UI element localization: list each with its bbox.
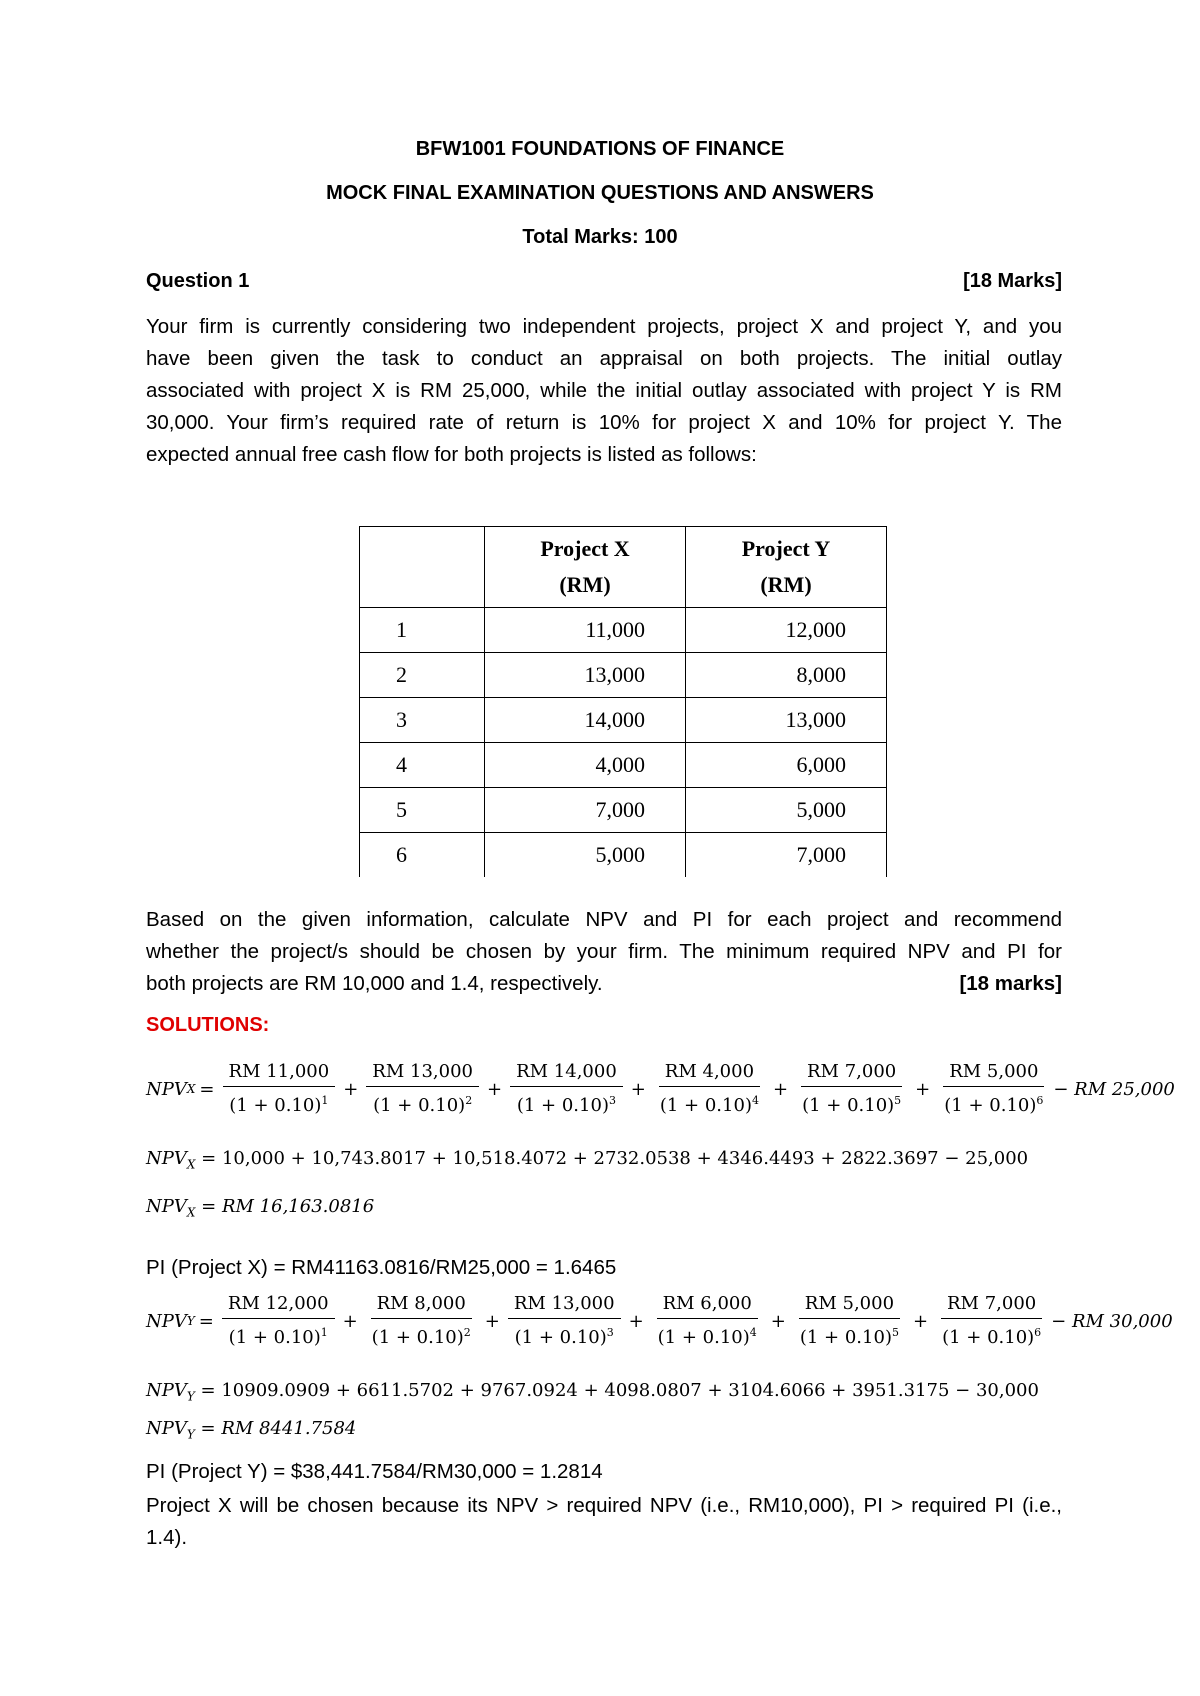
table-row xyxy=(360,743,887,788)
header-text: Project X xyxy=(540,536,630,561)
project-x-cell xyxy=(485,608,686,653)
denominator xyxy=(652,1319,763,1350)
denominator xyxy=(509,1319,620,1350)
numerator: RM 7,000 xyxy=(801,1060,902,1087)
numerator: RM 6,000 xyxy=(657,1292,758,1319)
outlay-term: − RM 25,000 xyxy=(1053,1078,1175,1100)
cell-value: 11,000 xyxy=(585,617,645,642)
task-line-last xyxy=(146,968,1062,1000)
denominator-base: (1 + 0.10) xyxy=(514,1327,607,1348)
plus-sign: + xyxy=(486,1078,503,1100)
denominator xyxy=(223,1319,334,1350)
fraction xyxy=(223,1060,336,1118)
npv-symbol: NPV xyxy=(146,1380,187,1401)
npv-subscript: X xyxy=(186,1205,196,1220)
fraction xyxy=(938,1060,1049,1118)
course-title: BFW1001 FOUNDATIONS OF FINANCE xyxy=(415,138,785,160)
project-x-cell xyxy=(485,698,686,743)
cell-value: 7,000 xyxy=(595,797,645,822)
numerator: RM 11,000 xyxy=(223,1060,336,1087)
exponent: 4 xyxy=(751,1094,759,1107)
fraction xyxy=(796,1060,907,1118)
fraction xyxy=(508,1292,621,1350)
question-marks: [18 Marks] xyxy=(963,270,1062,292)
npv-x-value: = RM 16,163.0816 xyxy=(201,1196,375,1217)
denominator xyxy=(654,1087,765,1118)
npv-symbol: NPV xyxy=(146,1148,187,1169)
npv-x-expanded-terms: = 10,000 + 10,743.8017 + 10,518.4072 + 2732.0538 + 4346.4493 + 2822.3697 − 25,000 xyxy=(201,1148,1029,1169)
header-unit: (RM) xyxy=(559,572,611,597)
npv-subscript: Y xyxy=(186,1314,195,1328)
cell-value: 7,000 xyxy=(796,842,846,867)
equals-sign: = xyxy=(199,1078,215,1100)
table-header-project-y xyxy=(686,527,887,608)
denominator-base: (1 + 0.10) xyxy=(942,1327,1035,1348)
plus-sign: + xyxy=(912,1310,929,1332)
task-paragraph xyxy=(146,904,1062,1000)
question-title: Question 1 xyxy=(146,270,250,292)
npv-y-expanded xyxy=(146,1380,1039,1404)
header-unit: (RM) xyxy=(760,572,812,597)
plus-sign: + xyxy=(342,1310,358,1332)
project-x-cell xyxy=(485,653,686,698)
npv-subscript: Y xyxy=(186,1427,195,1442)
question-intro xyxy=(146,311,1062,471)
npv-y-expanded-terms: = 10909.0909 + 6611.5702 + 9767.0924 + 4098.0807 + 3104.6066 + 3951.3175 − 30,000 xyxy=(200,1380,1039,1401)
exponent: 6 xyxy=(1036,1094,1044,1107)
table-row xyxy=(360,698,887,743)
fraction xyxy=(366,1292,477,1350)
npv-y-formula xyxy=(146,1292,1173,1350)
fraction xyxy=(936,1292,1047,1350)
denominator-base: (1 + 0.10) xyxy=(657,1327,750,1348)
exponent: 5 xyxy=(894,1094,902,1107)
denominator-base: (1 + 0.10) xyxy=(802,1095,895,1116)
exponent: 2 xyxy=(463,1326,471,1339)
cell-value: 5,000 xyxy=(796,797,846,822)
fraction xyxy=(366,1060,479,1118)
task-line-text: both projects are RM 10,000 and 1.4, respectively. xyxy=(146,972,603,995)
table-row xyxy=(360,833,887,878)
year-cell: 3 xyxy=(360,698,485,743)
exponent: 1 xyxy=(321,1094,329,1107)
cash-flow-table xyxy=(359,526,887,877)
project-y-cell xyxy=(686,653,887,698)
pi-project-x: PI (Project X) = RM41163.0816/RM25,000 = 1.6465 xyxy=(146,1256,617,1279)
npv-y-result xyxy=(146,1418,356,1442)
npv-symbol: NPV xyxy=(146,1418,187,1439)
exponent: 3 xyxy=(606,1326,614,1339)
project-y-cell xyxy=(686,788,887,833)
total-marks: Total Marks: 100 xyxy=(522,226,678,248)
npv-subscript: Y xyxy=(186,1389,195,1404)
numerator: RM 8,000 xyxy=(371,1292,472,1319)
table-row xyxy=(360,653,887,698)
cell-value: 13,000 xyxy=(584,662,645,687)
conclusion-paragraph xyxy=(146,1490,1062,1554)
cell-value: 8,000 xyxy=(796,662,846,687)
npv-subscript: X xyxy=(186,1082,196,1096)
plus-sign: + xyxy=(915,1078,931,1100)
cell-value: 6,000 xyxy=(796,752,846,777)
table-row xyxy=(360,608,887,653)
denominator-base: (1 + 0.10) xyxy=(944,1095,1037,1116)
numerator: RM 14,000 xyxy=(510,1060,623,1087)
npv-symbol: NPV xyxy=(146,1196,187,1217)
task-line: whether the project/s should be chosen by your firm. The minimum required NPV and PI for xyxy=(146,940,1062,963)
cell-value: 5,000 xyxy=(595,842,645,867)
project-y-cell xyxy=(686,743,887,788)
year-cell: 6 xyxy=(360,833,485,878)
exam-subtitle: MOCK FINAL EXAMINATION QUESTIONS AND ANSWERS xyxy=(326,182,874,204)
fraction xyxy=(654,1060,765,1118)
solutions-label: SOLUTIONS: xyxy=(146,1014,270,1036)
table-header-row xyxy=(360,527,887,608)
npv-x-formula xyxy=(146,1060,1175,1118)
npv-x-result xyxy=(146,1196,374,1220)
year-cell: 1 xyxy=(360,608,485,653)
denominator xyxy=(796,1087,907,1118)
table-row xyxy=(360,788,887,833)
pi-project-y: PI (Project Y) = $38,441.7584/RM30,000 = 1.2814 xyxy=(146,1460,603,1483)
npv-symbol: NPV xyxy=(146,1078,187,1100)
outlay-term: − RM 30,000 xyxy=(1051,1310,1173,1332)
project-x-cell xyxy=(485,743,686,788)
cell-value: 14,000 xyxy=(584,707,645,732)
fraction xyxy=(222,1292,335,1350)
denominator-base: (1 + 0.10) xyxy=(371,1327,464,1348)
plus-sign: + xyxy=(628,1310,644,1332)
denominator xyxy=(794,1319,905,1350)
plus-sign: + xyxy=(484,1310,500,1332)
exponent: 4 xyxy=(749,1326,757,1339)
exponent: 3 xyxy=(608,1094,616,1107)
project-y-cell xyxy=(686,833,887,878)
fraction xyxy=(652,1292,763,1350)
project-x-cell xyxy=(485,788,686,833)
npv-x-expanded xyxy=(146,1148,1028,1172)
year-cell: 4 xyxy=(360,743,485,788)
fraction xyxy=(794,1292,905,1350)
denominator xyxy=(938,1087,1049,1118)
denominator xyxy=(366,1319,477,1350)
task-line: Based on the given information, calculate NPV and PI for each project and recommend xyxy=(146,908,1062,931)
plus-sign: + xyxy=(343,1078,359,1100)
cell-value: 4,000 xyxy=(595,752,645,777)
exponent: 5 xyxy=(891,1326,899,1339)
denominator-base: (1 + 0.10) xyxy=(373,1095,466,1116)
conclusion-line: 1.4). xyxy=(146,1526,188,1549)
numerator: RM 5,000 xyxy=(799,1292,900,1319)
denominator xyxy=(223,1087,334,1118)
header-text: Project Y xyxy=(741,536,831,561)
cell-value: 12,000 xyxy=(785,617,846,642)
numerator: RM 13,000 xyxy=(366,1060,479,1087)
conclusion-line: Project X will be chosen because its NPV > required NPV (i.e., RM10,000), PI > required PI (i.e., xyxy=(146,1494,1062,1517)
year-cell: 2 xyxy=(360,653,485,698)
intro-line: expected annual free cash flow for both projects is listed as follows: xyxy=(146,443,757,466)
fraction xyxy=(510,1060,623,1118)
npv-symbol: NPV xyxy=(146,1310,187,1332)
exponent: 6 xyxy=(1034,1326,1042,1339)
numerator: RM 5,000 xyxy=(943,1060,1044,1087)
intro-line: 30,000. Your firm’s required rate of return is 10% for project X and 10% for project Y. The xyxy=(146,411,1062,434)
npv-y-value: = RM 8441.7584 xyxy=(200,1418,357,1439)
npv-subscript: X xyxy=(186,1157,196,1172)
exponent: 2 xyxy=(465,1094,473,1107)
exponent: 1 xyxy=(320,1326,328,1339)
denominator-base: (1 + 0.10) xyxy=(799,1327,892,1348)
numerator: RM 13,000 xyxy=(508,1292,621,1319)
denominator-base: (1 + 0.10) xyxy=(228,1327,321,1348)
denominator xyxy=(367,1087,478,1118)
denominator-base: (1 + 0.10) xyxy=(659,1095,752,1116)
numerator: RM 7,000 xyxy=(941,1292,1042,1319)
plus-sign: + xyxy=(630,1078,646,1100)
question-heading xyxy=(146,270,1062,293)
numerator: RM 4,000 xyxy=(659,1060,760,1087)
project-y-cell xyxy=(686,608,887,653)
project-y-cell xyxy=(686,698,887,743)
denominator xyxy=(936,1319,1047,1350)
denominator-base: (1 + 0.10) xyxy=(229,1095,322,1116)
task-marks: [18 marks] xyxy=(959,972,1062,995)
plus-sign: + xyxy=(770,1310,786,1332)
intro-line: have been given the task to conduct an appraisal on both projects. The initial outlay xyxy=(146,347,1062,370)
intro-line: associated with project X is RM 25,000, while the initial outlay associated with project Y is RM xyxy=(146,379,1062,402)
table-header-project-x xyxy=(485,527,686,608)
denominator xyxy=(511,1087,622,1118)
numerator: RM 12,000 xyxy=(222,1292,335,1319)
project-x-cell xyxy=(485,833,686,878)
equals-sign: = xyxy=(198,1310,214,1332)
year-cell: 5 xyxy=(360,788,485,833)
intro-line: Your firm is currently considering two independent projects, project X and project Y, and you xyxy=(146,315,1062,338)
table-header-year xyxy=(360,527,485,608)
cell-value: 13,000 xyxy=(785,707,846,732)
denominator-base: (1 + 0.10) xyxy=(516,1095,609,1116)
plus-sign: + xyxy=(772,1078,789,1100)
